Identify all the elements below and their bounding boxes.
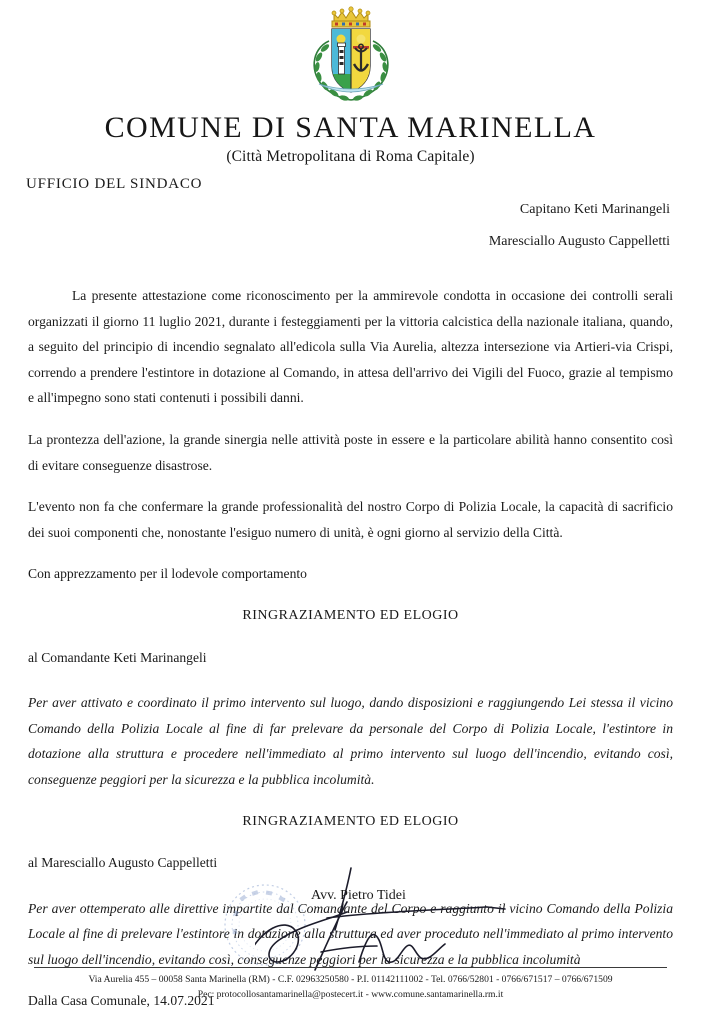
- heading-ringraziamento-2: RINGRAZIAMENTO ED ELOGIO: [242, 813, 459, 829]
- shield-icon: [332, 29, 370, 92]
- emblem-container: [0, 4, 701, 111]
- coat-of-arms-icon: [299, 4, 403, 106]
- paragraph-4: Con apprezzamento per il lodevole comportamento: [28, 566, 307, 582]
- paragraph-3: L'evento non fa che confermare la grande professionalità del nostro Corpo di Polizia Locale, la capacità di sacrificio dei suoi componenti che, nonostante l'esiguo numero di unità, è ogni giorno al servizio della Città.: [28, 499, 673, 540]
- page-title: COMUNE DI SANTA MARINELLA: [104, 111, 597, 144]
- place-date: Dalla Casa Comunale, 14.07.2021: [28, 993, 215, 1009]
- addressee-2: Maresciallo Augusto Cappelletti: [488, 233, 670, 249]
- header-title-block: [0, 112, 701, 166]
- office-label: UFFICIO DEL SINDACO: [26, 176, 203, 192]
- page-subtitle: (Città Metropolitana di Roma Capitale): [226, 147, 475, 165]
- footer-contact-line: Pec: protocollosantamarinella@postecert.it - www.comune.santamarinella.rm.it: [197, 989, 504, 1000]
- addressee-block: [489, 203, 670, 249]
- citation-2: Per aver ottemperato alle direttive impartite dal Comandante del Corpo e raggiunto il vicino Comando della Polizia Locale al fine di prelevare l'estintore in dotazione alla struttura ed aver proceduto nell'immediato al primo intervento sul luogo dell'incendio, evitando così, conseguenze peggiori per la sicurezza e la pubblica incolumità: [28, 900, 673, 967]
- signatory-name: Avv. Pietro Tidei: [311, 888, 406, 903]
- crown-icon: [332, 7, 370, 27]
- heading-ringraziamento-1: RINGRAZIAMENTO ED ELOGIO: [242, 607, 459, 623]
- paragraph-2: La prontezza dell'azione, la grande sinergia nelle attività poste in essere e la particolare abilità hanno consentito così di evitare conseguenze disastrose.: [28, 431, 673, 473]
- addressee-1: Capitano Keti Marinangeli: [519, 202, 670, 217]
- paragraph-1: La presente attestazione come riconoscimento per la ammirevole condotta in occasione dei controlli serali organizzati il giorno 11 luglio 2021, durante i festeggiamenti per la vittoria calcistica della nazionale italiana, quando, a seguito del principio di incendio segnalato all'edicola sulla Via Aurelia, altezza intersezione via Artieri-via Crispi, correndo a prendere l'estintore in dotazione al Comando, in attesa dell'arrivo dei Vigili del Fuoco, grazie al tempismo e all'impegno sono stati contenuti i possibili danni.: [28, 288, 673, 406]
- handwritten-signature-icon: [255, 866, 525, 976]
- footer-divider: [34, 967, 667, 968]
- footer-block: [0, 972, 701, 1002]
- footer-address-line: Via Aurelia 455 – 00058 Santa Marinella (RM) - C.F. 02963250580 - P.I. 01142111002 - Tel. 0766/52801 - 0766/671517 – 0766/671509: [88, 974, 613, 985]
- recipient-2: al Maresciallo Augusto Cappelletti: [28, 855, 218, 871]
- recipient-1: al Comandante Keti Marinangeli: [28, 649, 207, 665]
- citation-1: Per aver attivato e coordinato il primo intervento sul luogo, dando disposizioni e raggiungendo Lei stessa il vicino Comando della Polizia Locale al fine di far prelevare da personale del Corpo di Polizia Locale, l'estintore in dotazione alla struttura e procedere nell'immediato al primo intervento sul luogo dell'incendio, evitando così, conseguenze peggiori per la sicurezza e la pubblica incolumità.: [28, 695, 673, 787]
